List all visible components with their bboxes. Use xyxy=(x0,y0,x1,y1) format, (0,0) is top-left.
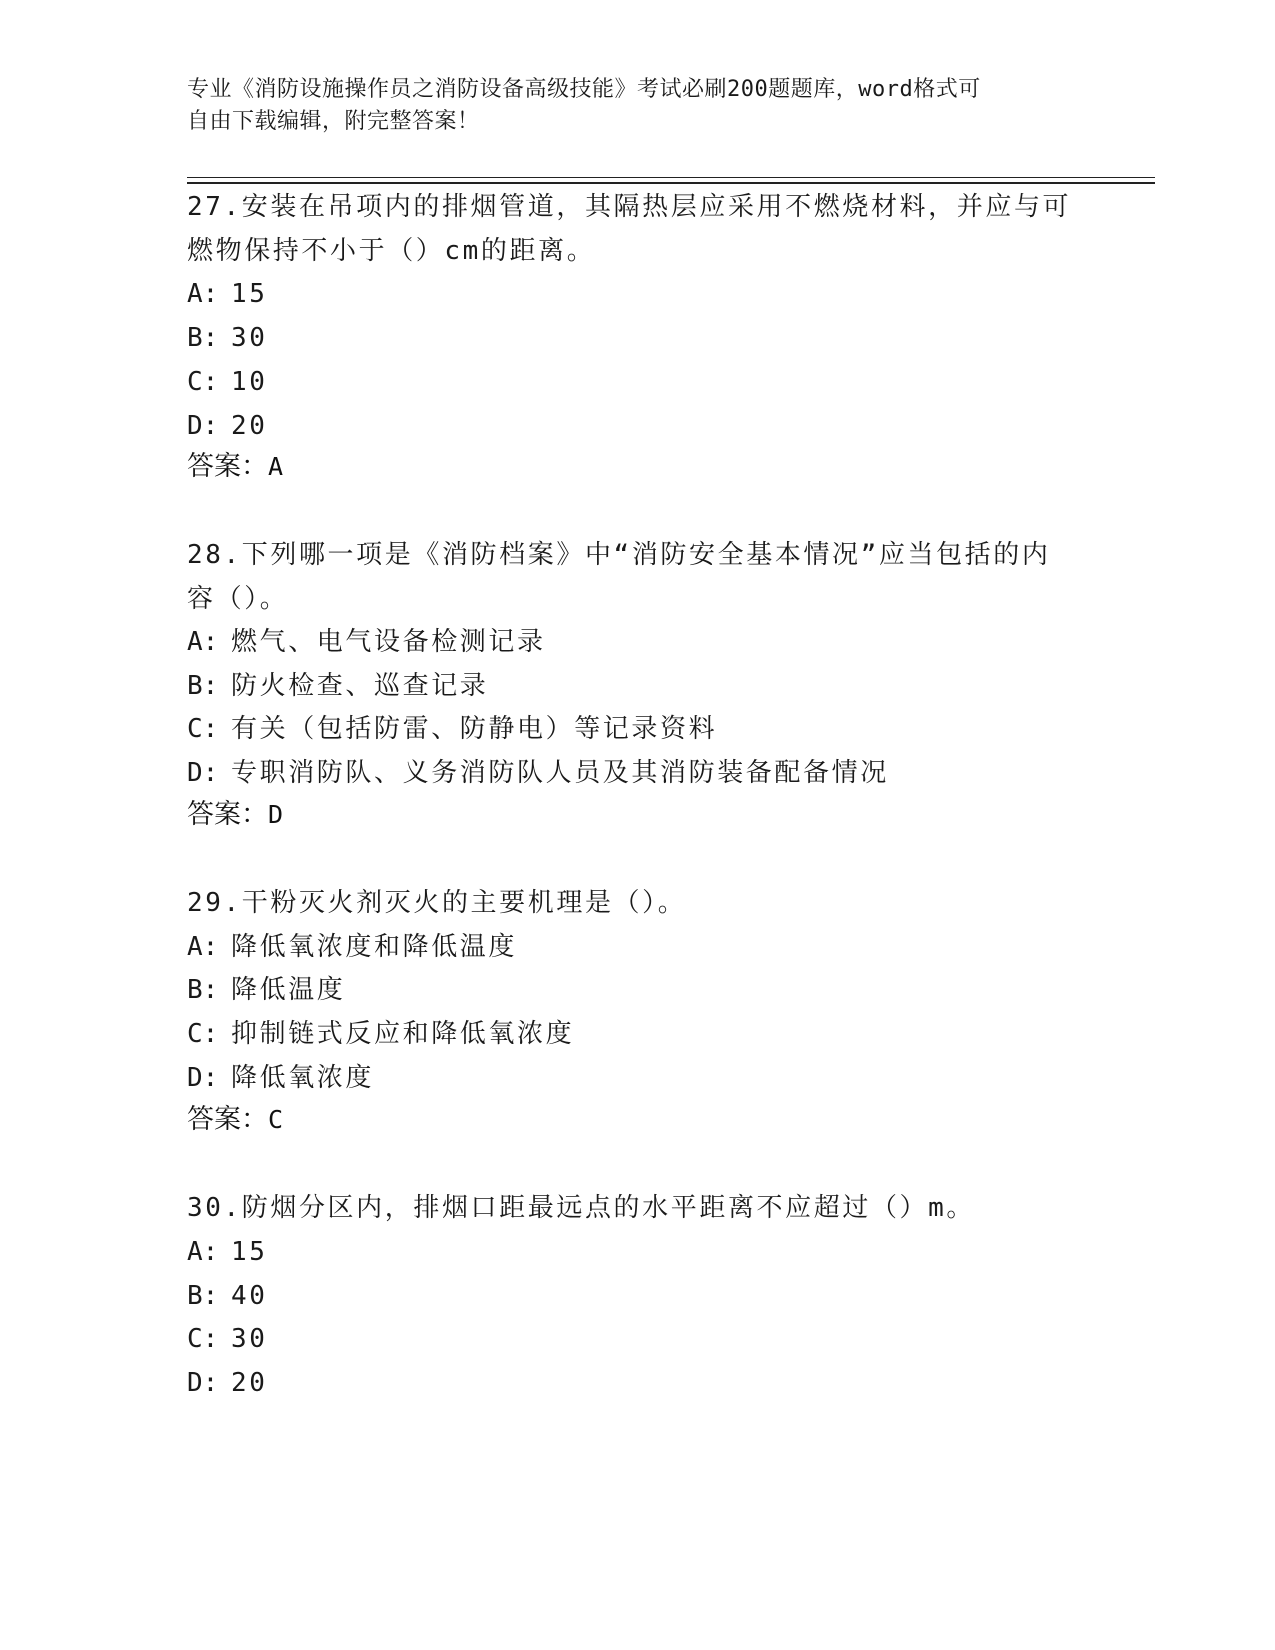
question-27-option-a: A: 15 xyxy=(187,279,268,309)
header-line-1: 专业《消防设施操作员之消防设备高级技能》考试必刷200题题库，word格式可 xyxy=(187,77,981,102)
question-28-stem-line-2: 容（）。 xyxy=(187,584,289,614)
header-line-2: 自由下载编辑，附完整答案！ xyxy=(187,109,480,134)
question-30-option-c: C: 30 xyxy=(187,1324,268,1354)
question-28-stem-line-1: 28.下列哪一项是《消防档案》中“消防安全基本情况”应当包括的内 xyxy=(187,540,1051,570)
question-29-stem: 29.干粉灭火剂灭火的主要机理是（）。 xyxy=(187,888,687,918)
question-27-stem-line-1: 27.安装在吊项内的排烟管道，其隔热层应采用不燃烧材料，并应与可 xyxy=(187,192,1072,222)
question-29-option-d: D: 降低氧浓度 xyxy=(187,1063,375,1093)
question-29-answer: 答案：C xyxy=(187,1104,284,1135)
header-divider-bottom xyxy=(187,182,1155,184)
question-27-option-d: D: 20 xyxy=(187,411,268,441)
question-28-option-c: C: 有关（包括防雷、防静电）等记录资料 xyxy=(187,714,718,744)
question-30-option-b: B: 40 xyxy=(187,1281,268,1311)
question-29-option-a: A: 降低氧浓度和降低温度 xyxy=(187,932,518,962)
header-divider-top xyxy=(187,177,1155,178)
question-30-option-d: D: 20 xyxy=(187,1368,268,1398)
question-29-option-b: B: 降低温度 xyxy=(187,975,346,1005)
question-30-stem: 30.防烟分区内，排烟口距最远点的水平距离不应超过（）m。 xyxy=(187,1193,976,1223)
question-28-answer: 答案：D xyxy=(187,799,284,830)
question-29-option-c: C: 抑制链式反应和降低氧浓度 xyxy=(187,1019,575,1049)
question-28-option-a: A: 燃气、电气设备检测记录 xyxy=(187,627,546,657)
document-header xyxy=(187,74,1067,138)
question-27-option-b: B: 30 xyxy=(187,323,268,353)
question-28-option-d: D: 专职消防队、义务消防队人员及其消防装备配备情况 xyxy=(187,758,889,788)
question-30-option-a: A: 15 xyxy=(187,1237,268,1267)
question-28-option-b: B: 防火检查、巡查记录 xyxy=(187,671,489,701)
question-27-option-c: C: 10 xyxy=(187,367,268,397)
question-27-stem-line-2: 燃物保持不小于（）cm的距离。 xyxy=(187,236,596,266)
question-27-answer: 答案：A xyxy=(187,451,284,482)
